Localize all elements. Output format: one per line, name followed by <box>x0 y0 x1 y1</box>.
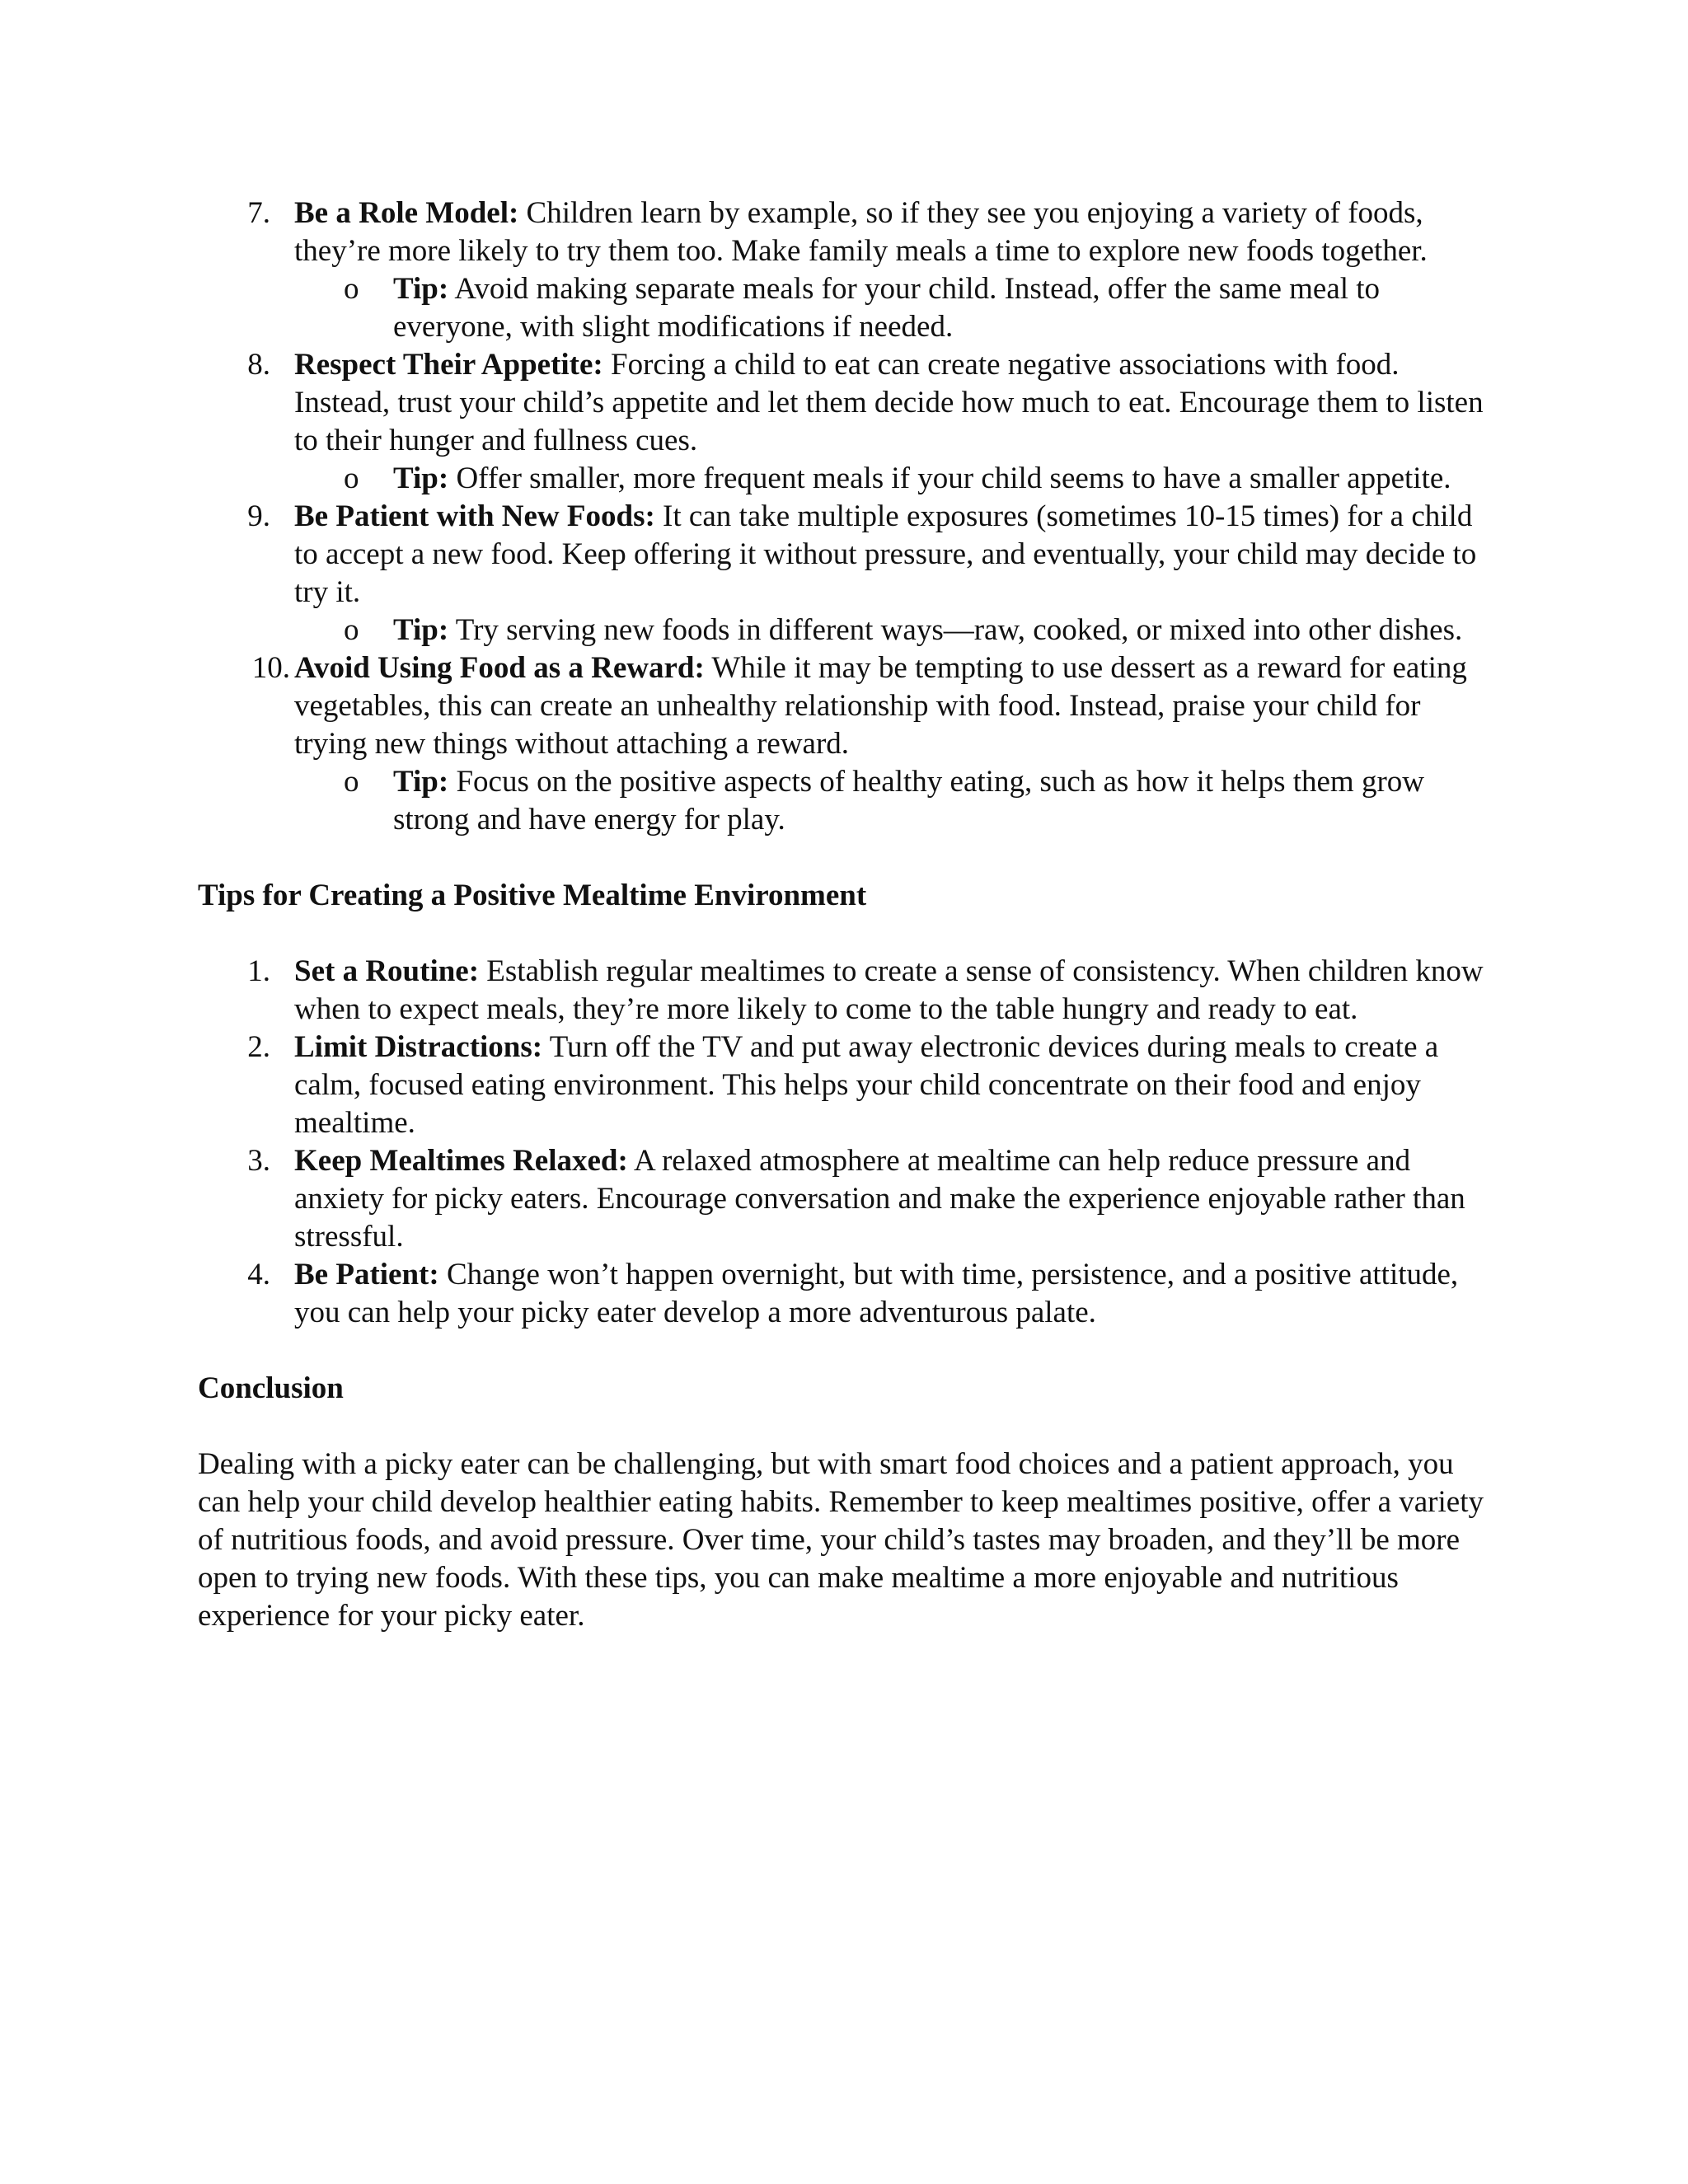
tip-label: Tip: <box>393 272 449 306</box>
item-number: 2. <box>247 1030 270 1064</box>
list-item <box>198 1142 1500 1256</box>
tip-text: Offer smaller, more frequent meals if your child seems to have a smaller appetite. <box>448 462 1451 495</box>
tip-text: Try serving new foods in different ways—raw, cooked, or mixed into other dishes. <box>448 613 1463 647</box>
bullet-icon: o <box>344 272 359 306</box>
bullet-icon: o <box>344 613 359 647</box>
list-item <box>198 649 1500 839</box>
list-item <box>198 194 1500 346</box>
list-item <box>198 1256 1500 1332</box>
list-item <box>198 1029 1500 1142</box>
item-body <box>294 953 1500 1029</box>
tip <box>294 270 1500 346</box>
item-title: Respect Their Appetite: <box>294 348 603 382</box>
tip-label: Tip: <box>393 462 449 495</box>
section-heading: Tips for Creating a Positive Mealtime Environment <box>198 879 867 912</box>
tip-text: Focus on the positive aspects of healthy eating, such as how it helps them grow strong and have energy for play. <box>393 765 1424 837</box>
tip <box>294 460 1500 498</box>
item-title: Avoid Using Food as a Reward: <box>294 651 705 685</box>
item-body <box>294 1256 1500 1332</box>
tip <box>294 612 1500 649</box>
item-text: Forcing a child to eat can create negative associations with food. Instead, trust your child’s appetite and let them decide how much to eat. Encourage them to listen to their hunger and fullness cues. <box>294 348 1484 457</box>
item-title: Set a Routine: <box>294 954 480 988</box>
bullet-icon: o <box>344 462 359 495</box>
item-body <box>294 194 1500 270</box>
item-text: Change won’t happen overnight, but with time, persistence, and a positive attitude, you can help your picky eater develop a more adventurous palate. <box>294 1258 1459 1329</box>
item-body <box>294 1142 1500 1256</box>
item-text: While it may be tempting to use dessert as a reward for eating vegetables, this can create an unhealthy relationship with food. Instead, praise your child for trying new things without attaching a reward. <box>294 651 1467 761</box>
item-body <box>294 1029 1500 1142</box>
item-number: 7. <box>247 196 270 230</box>
tips-list-continued <box>198 194 1500 839</box>
item-title: Be Patient with New Foods: <box>294 499 655 533</box>
item-title: Limit Distractions: <box>294 1030 543 1064</box>
bullet-icon: o <box>344 765 359 799</box>
item-body <box>294 346 1500 460</box>
item-body <box>294 498 1500 612</box>
item-title: Keep Mealtimes Relaxed: <box>294 1144 628 1178</box>
item-number: 4. <box>247 1258 270 1291</box>
conclusion-paragraph: Dealing with a picky eater can be challenging, but with smart food choices and a patient approach, you can help your child develop healthier eating habits. Remember to keep mealtimes positive, offer a variety of nutritious foods, and avoid pressure. Over time, your child’s tastes may broaden, and they’ll be more open to trying new foods. With these tips, you can make mealtime a more enjoyable and nutritious experience for your picky eater. <box>198 1447 1484 1633</box>
document-page <box>198 194 1500 1635</box>
item-title: Be a Role Model: <box>294 196 519 230</box>
item-body <box>294 649 1500 763</box>
item-text: Children learn by example, so if they see you enjoying a variety of foods, they’re more likely to try them too. Make family meals a time to explore new foods together. <box>294 196 1428 268</box>
item-number: 3. <box>247 1144 270 1178</box>
tip <box>294 763 1500 839</box>
item-title: Be Patient: <box>294 1258 439 1291</box>
tip-label: Tip: <box>393 765 449 799</box>
list-item <box>198 346 1500 498</box>
item-text: Turn off the TV and put away electronic devices during meals to create a calm, focused eating environment. This helps your child concentrate on their food and enjoy mealtime. <box>294 1030 1439 1140</box>
item-number: 10. <box>251 651 290 685</box>
list-item <box>198 498 1500 649</box>
item-text: It can take multiple exposures (sometimes 10-15 times) for a child to accept a new food. Keep offering it without pressure, and eventually, your child may decide to try it. <box>294 499 1477 609</box>
item-number: 8. <box>247 348 270 382</box>
mealtime-tips-list <box>198 953 1500 1332</box>
tip-label: Tip: <box>393 613 449 647</box>
item-number: 9. <box>247 499 270 533</box>
tip-text: Avoid making separate meals for your child. Instead, offer the same meal to everyone, with slight modifications if needed. <box>393 272 1381 344</box>
item-number: 1. <box>247 954 270 988</box>
conclusion-heading: Conclusion <box>198 1371 344 1405</box>
item-text: A relaxed atmosphere at mealtime can help reduce pressure and anxiety for picky eaters. Encourage conversation and make the experience enjoyable rather than stressful. <box>294 1144 1465 1254</box>
item-text: Establish regular mealtimes to create a sense of consistency. When children know when to expect meals, they’re more likely to come to the table hungry and ready to eat. <box>294 954 1484 1026</box>
list-item <box>198 953 1500 1029</box>
